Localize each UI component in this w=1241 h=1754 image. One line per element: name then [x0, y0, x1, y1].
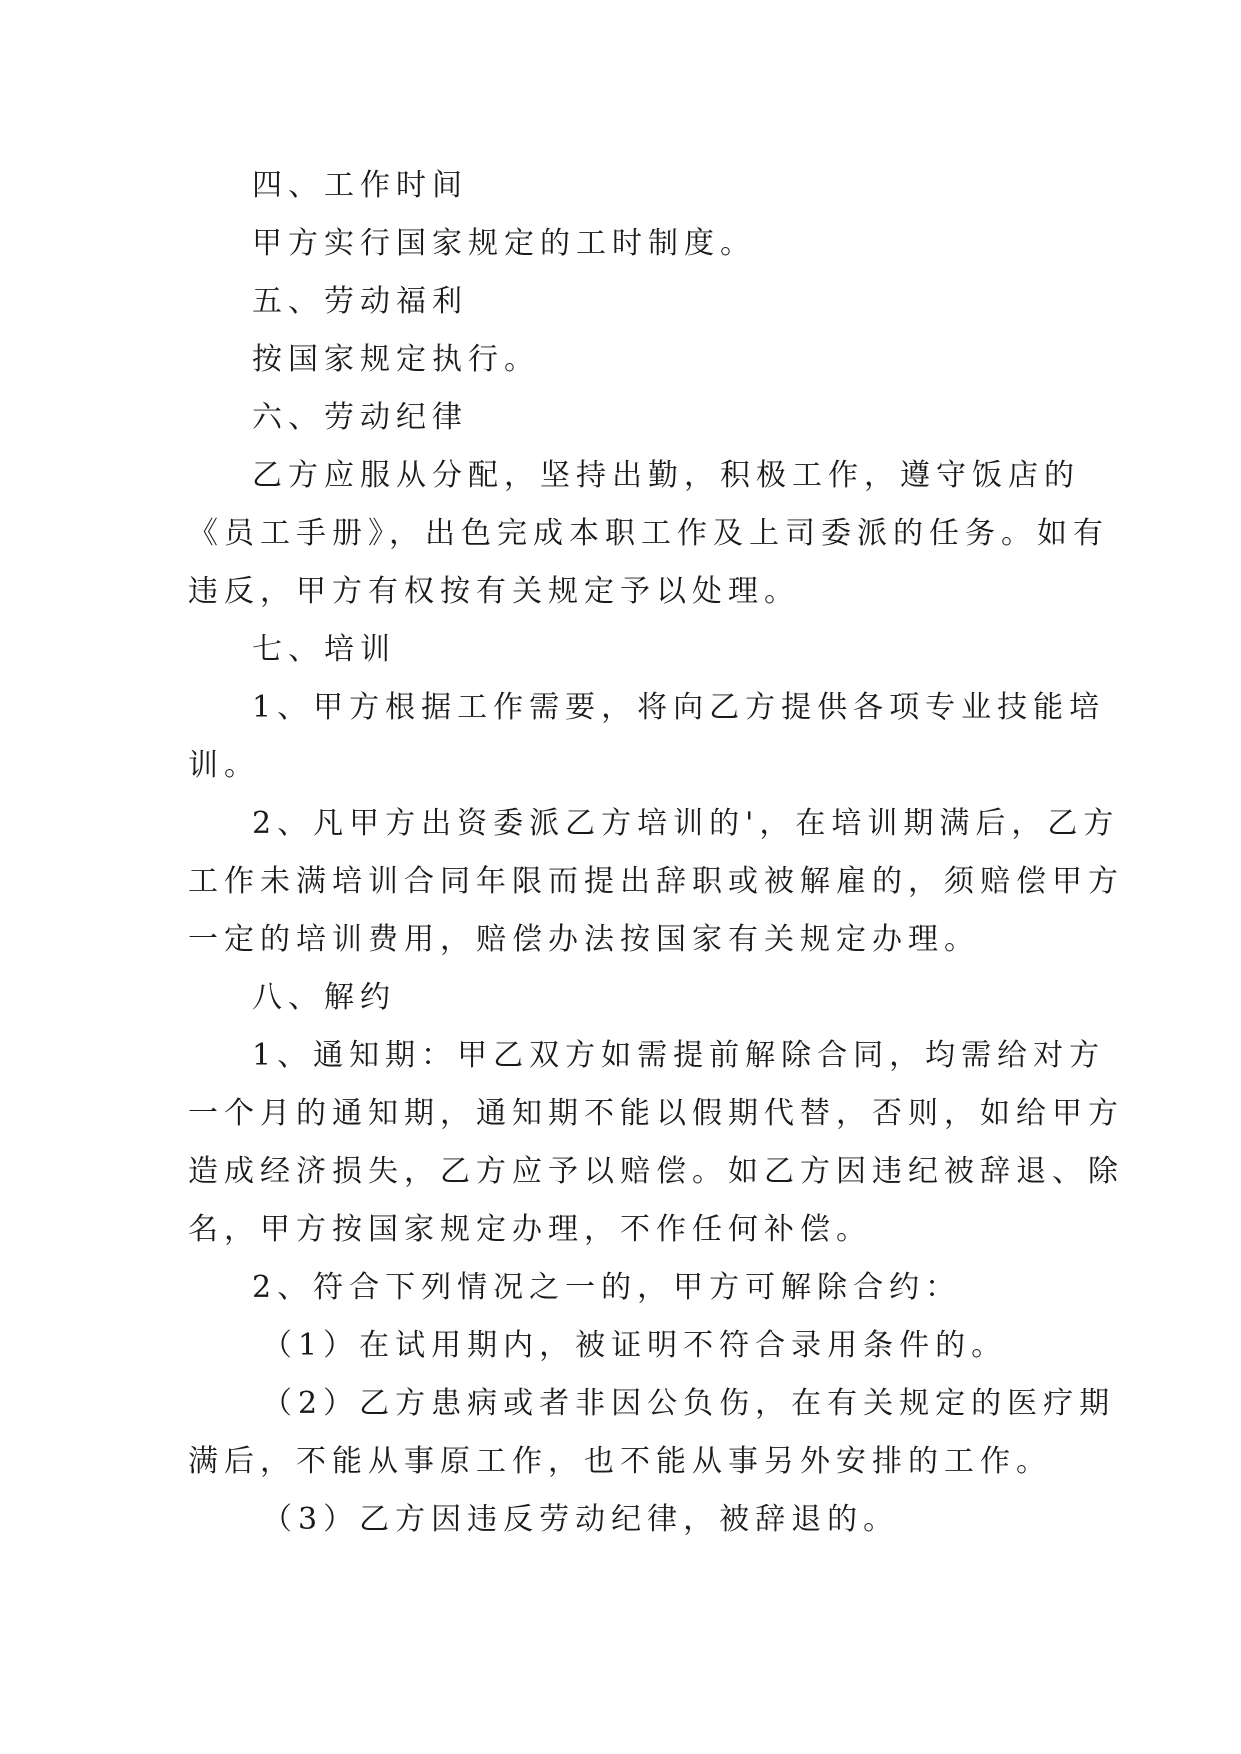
paragraph-line: 工作未满培训合同年限而提出辞职或被解雇的，须赔偿甲方: [188, 864, 1124, 899]
paragraph-line: 2、符合下列情况之一的，甲方可解除合约：: [252, 1270, 962, 1305]
heading-labor-discipline: 六、劳动纪律: [252, 400, 468, 435]
paragraph-line: 2、凡甲方出资委派乙方培训的'，在培训期满后，乙方: [252, 806, 1120, 841]
paragraph-line: 乙方应服从分配，坚持出勤，积极工作，遵守饭店的: [252, 458, 1080, 493]
paragraph-line: 名，甲方按国家规定办理，不作任何补偿。: [188, 1212, 872, 1247]
heading-work-hours: 四、工作时间: [252, 168, 468, 203]
list-item: （3）乙方因违反劳动纪律，被辞退的。: [262, 1502, 900, 1537]
heading-labor-welfare: 五、劳动福利: [252, 284, 468, 319]
heading-termination: 八、解约: [252, 980, 396, 1015]
paragraph-line: 1、通知期：甲乙双方如需提前解除合同，均需给对方: [252, 1038, 1106, 1073]
paragraph-line: 1、甲方根据工作需要，将向乙方提供各项专业技能培: [252, 690, 1106, 725]
paragraph-line: 满后，不能从事原工作，也不能从事另外安排的工作。: [188, 1444, 1052, 1479]
paragraph-line: 一个月的通知期，通知期不能以假期代替，否则，如给甲方: [188, 1096, 1124, 1131]
paragraph-line: 造成经济损失，乙方应予以赔偿。如乙方因违纪被辞退、除: [188, 1154, 1124, 1189]
list-item: （2）乙方患病或者非因公负伤，在有关规定的医疗期: [262, 1386, 1116, 1421]
paragraph-line: 一定的培训费用，赔偿办法按国家有关规定办理。: [188, 922, 980, 957]
heading-training: 七、培训: [252, 632, 396, 667]
paragraph-line: 甲方实行国家规定的工时制度。: [252, 226, 756, 261]
paragraph-line: 训。: [188, 748, 260, 783]
list-item: （1）在试用期内，被证明不符合录用条件的。: [262, 1328, 1008, 1363]
paragraph-line: 按国家规定执行。: [252, 342, 540, 377]
paragraph-line: 违反，甲方有权按有关规定予以处理。: [188, 574, 800, 609]
paragraph-line: 《员工手册》，出色完成本职工作及上司委派的任务。如有: [188, 516, 1109, 551]
